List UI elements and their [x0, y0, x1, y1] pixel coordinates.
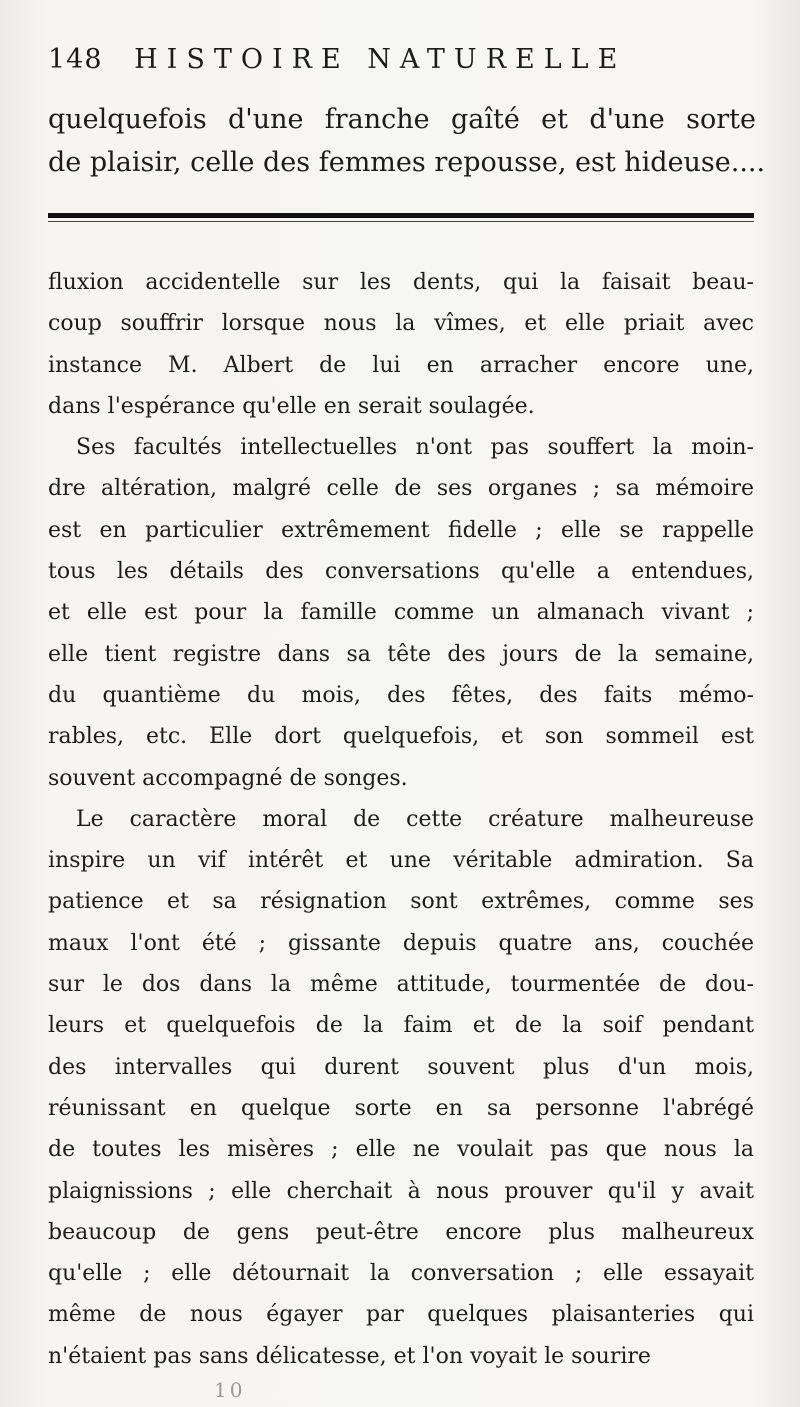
- text-line: réunissant en quelque sorte en sa personne l'abrégé: [48, 1095, 754, 1121]
- text-line: dans l'espérance qu'elle en serait soulagée.: [48, 393, 535, 419]
- section-rule-thin: [48, 221, 754, 222]
- text-line: fluxion accidentelle sur les dents, qui la faisait beau-: [48, 270, 754, 295]
- text-line: inspire un vif intérêt et une véritable admiration. Sa: [48, 848, 754, 874]
- text-line: souvent accompagné de songes.: [48, 765, 408, 791]
- text-line: sur le dos dans la même attitude, tourmentée de dou-: [48, 972, 754, 998]
- text-line: n'étaient pas sans délicatesse, et l'on voyait le sourire: [48, 1343, 651, 1369]
- text-line: plaignissions ; elle cherchait à nous prouver qu'il y avait: [48, 1178, 754, 1204]
- text-line: tous les détails des conversations qu'elle a entendues,: [48, 559, 754, 585]
- quote-line: de plaisir, celle des femmes repousse, est hideuse....: [48, 147, 766, 178]
- body-text: [48, 262, 754, 1377]
- text-line: leurs et quelquefois de la faim et de la soif pendant: [48, 1013, 754, 1039]
- quoted-passage: [48, 98, 766, 184]
- text-line: même de nous égayer par quelques plaisanteries qui: [48, 1302, 754, 1328]
- running-header: [48, 44, 758, 84]
- text-line: des intervalles qui durent souvent plus d'un mois,: [48, 1054, 754, 1080]
- text-line: du quantième du mois, des fêtes, des faits mémo-: [48, 682, 754, 708]
- text-line: Ses facultés intellectuelles n'ont pas souffert la moin-: [76, 435, 754, 461]
- text-line: est en particulier extrêmement fidelle ; elle se rappelle: [48, 517, 754, 543]
- text-line: de toutes les misères ; elle ne voulait pas que nous la: [48, 1137, 754, 1163]
- section-rule: [48, 213, 754, 218]
- paragraph: [48, 262, 754, 427]
- text-line: beaucoup de gens peut-être encore plus malheureux: [48, 1219, 754, 1245]
- quote-line: quelquefois d'une franche gaîté et d'une sorte: [48, 104, 756, 135]
- text-line: coup souffrir lorsque nous la vîmes, et elle priait avec: [48, 311, 754, 337]
- text-line: elle tient registre dans sa tête des jours de la semaine,: [48, 641, 754, 667]
- text-line: Le caractère moral de cette créature malheureuse: [76, 806, 754, 832]
- text-line: et elle est pour la famille comme un almanach vivant ;: [48, 600, 754, 626]
- signature-mark: 10: [214, 1378, 246, 1402]
- text-line: qu'elle ; elle détournait la conversation ; elle essayait: [48, 1261, 754, 1287]
- running-title: HISTOIRE NATURELLE: [134, 44, 627, 75]
- text-line: patience et sa résignation sont extrêmes, comme ses: [48, 889, 754, 915]
- text-line: dre altération, malgré celle de ses organes ; sa mémoire: [48, 476, 754, 502]
- paragraph: [48, 799, 754, 1377]
- paragraph: [48, 427, 754, 799]
- page-number: 148: [48, 44, 103, 75]
- text-line: maux l'ont été ; gissante depuis quatre ans, couchée: [48, 930, 754, 956]
- text-line: instance M. Albert de lui en arracher encore une,: [48, 352, 754, 378]
- text-line: rables, etc. Elle dort quelquefois, et son sommeil est: [48, 724, 754, 750]
